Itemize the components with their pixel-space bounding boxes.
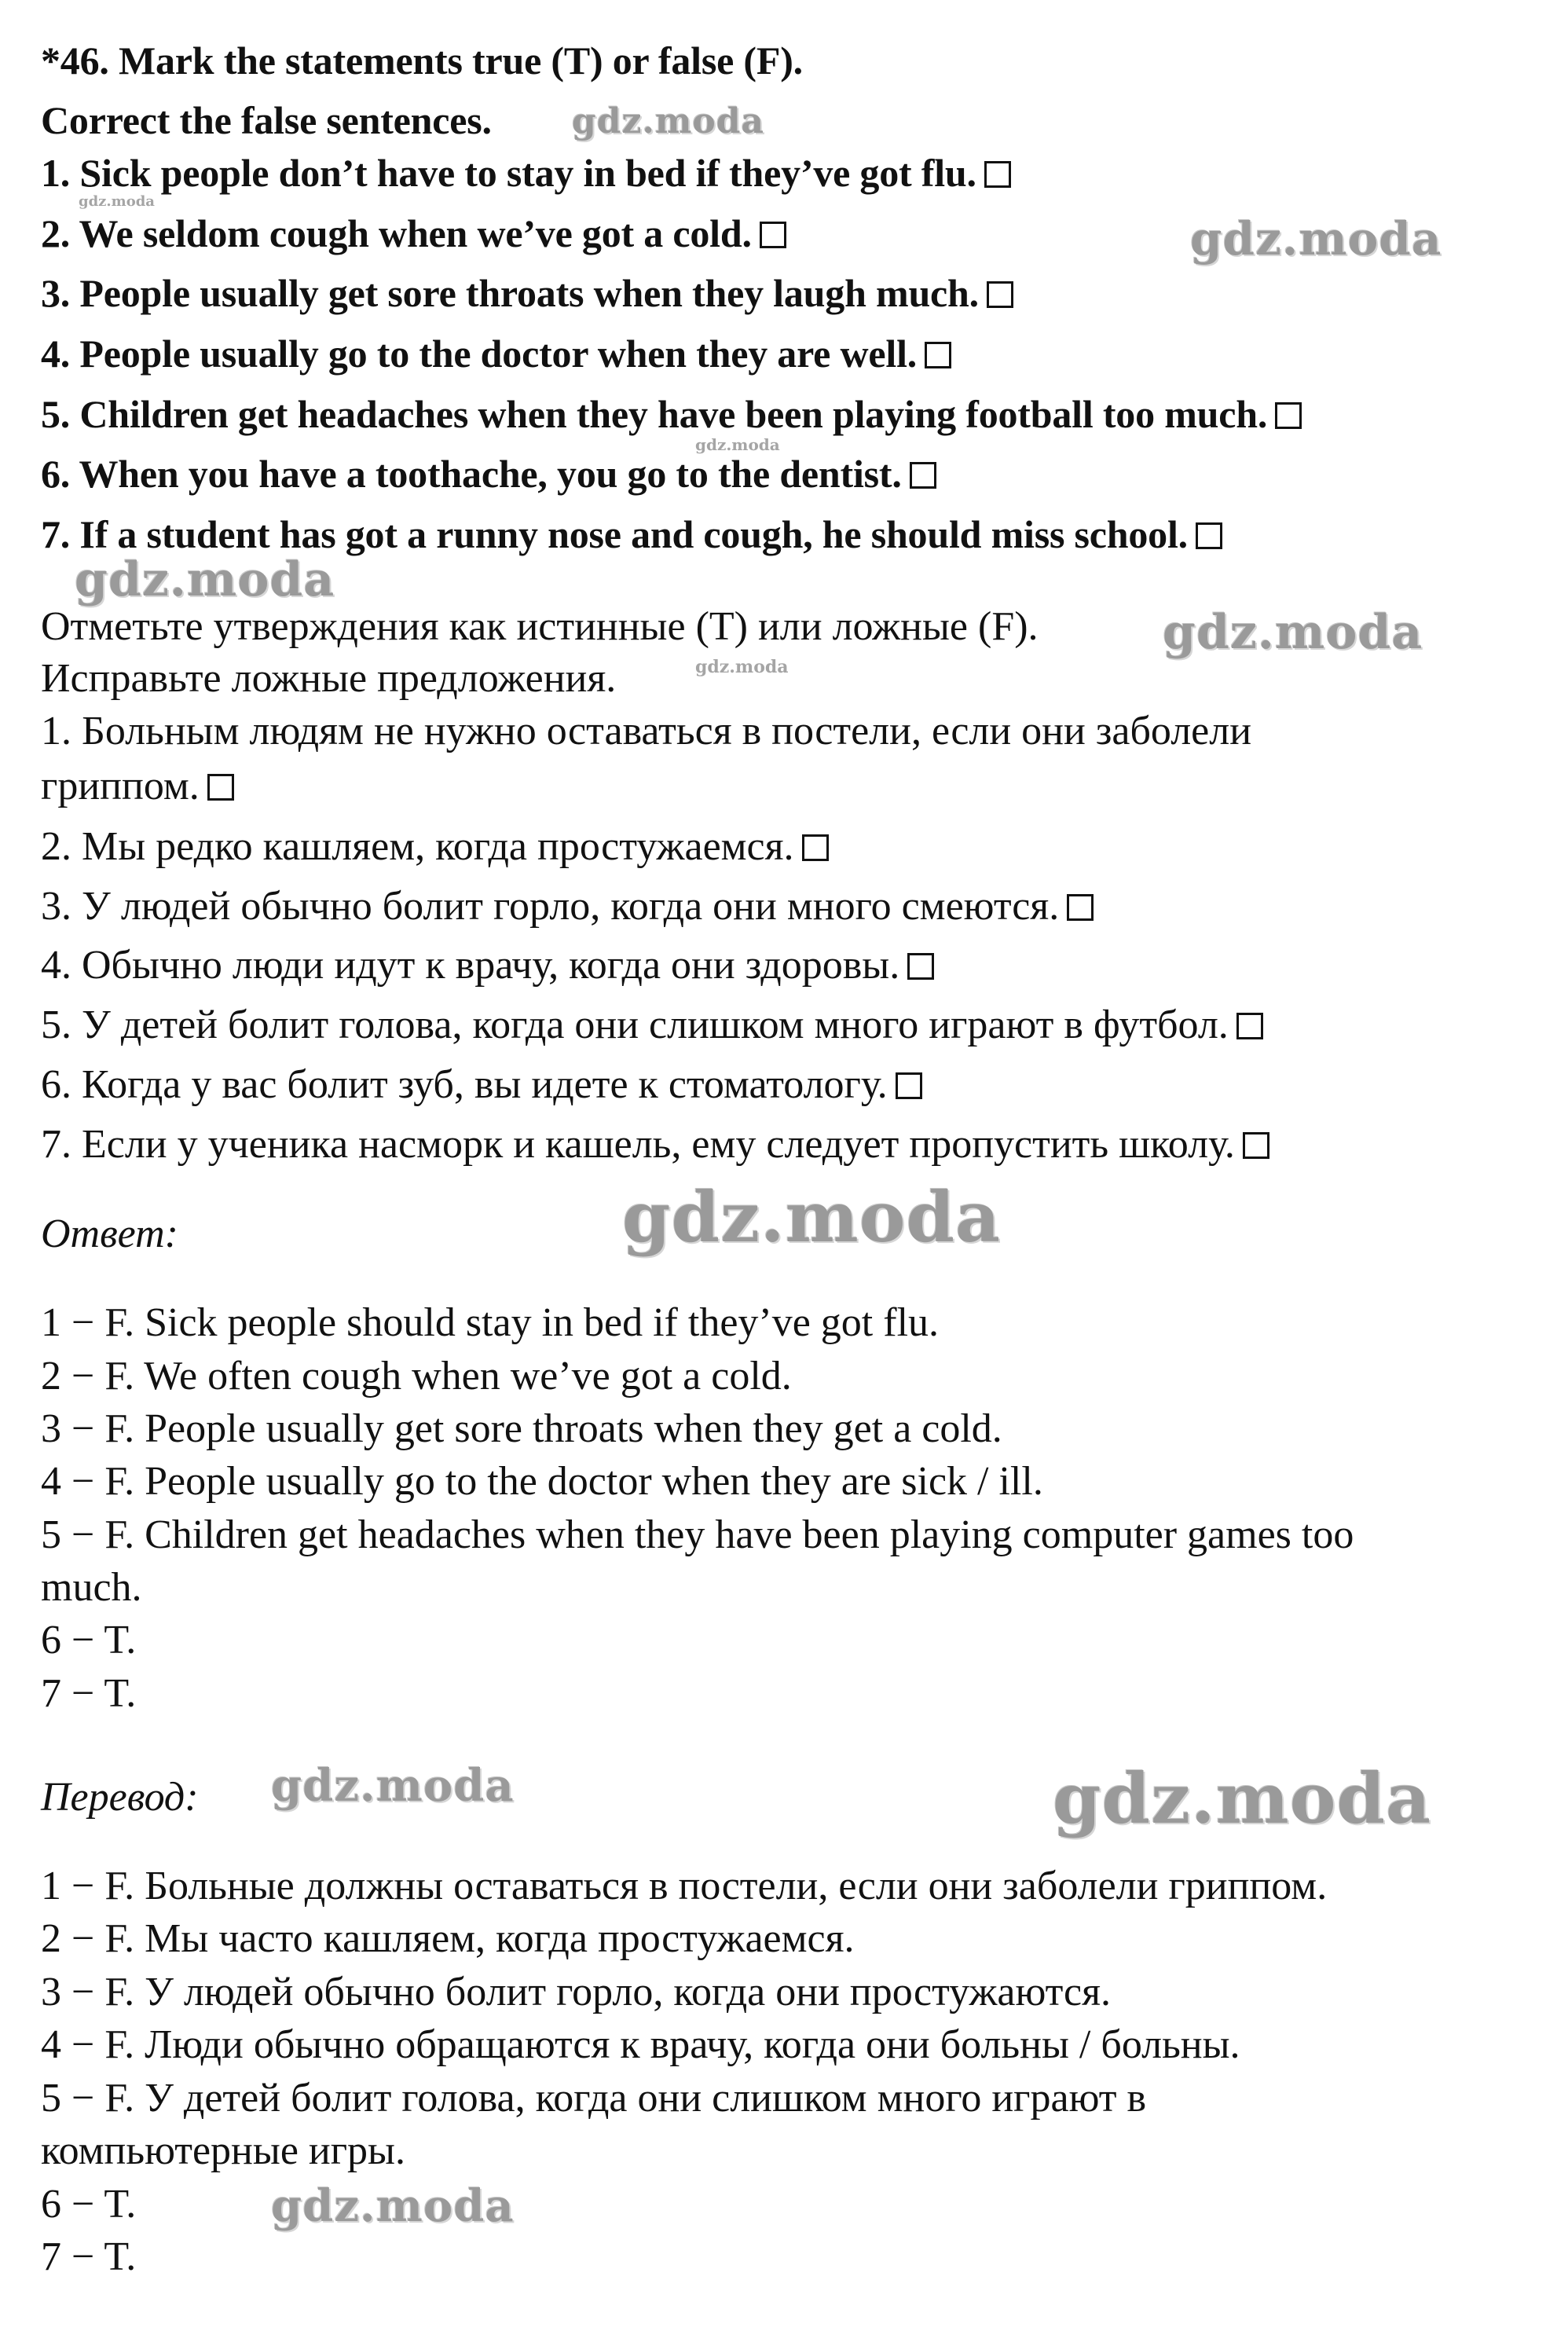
watermark: gdz.moda — [271, 1760, 515, 1812]
statement-text: гриппом. — [41, 764, 200, 808]
answer-checkbox[interactable] — [910, 462, 936, 489]
statement-text: 3. People usually get sore throats when they laugh much. — [41, 271, 979, 315]
statement-text: 7. If a student has got a runny nose and cough, he should miss school. — [41, 512, 1188, 556]
task-ru-title: Отметьте утверждения как истинные (T) или ложные (F). — [41, 604, 1039, 649]
statement-6 — [41, 452, 936, 496]
statement-text: 1. Sick people don’t have to stay in bed if they’ve got flu. — [41, 151, 976, 195]
answer-checkbox[interactable] — [207, 774, 234, 801]
statement-3 — [41, 273, 1013, 313]
answer-checkbox[interactable] — [1275, 402, 1302, 429]
translation-line-2: 2 − F. Мы часто кашляем, когда простужаемся. — [41, 1916, 855, 1961]
answer-checkbox[interactable] — [1067, 894, 1094, 921]
translation-line-6: 6 − T. — [41, 2182, 137, 2227]
answer-checkbox[interactable] — [984, 161, 1011, 188]
statement-ru-7 — [41, 1124, 1269, 1165]
statement-ru-5 — [41, 1005, 1263, 1046]
statement-ru-4 — [41, 945, 934, 986]
translation-line-5-cont: компьютерные игры. — [41, 2128, 405, 2173]
statement-ru-3 — [41, 886, 1094, 927]
watermark: gdz.moda — [695, 435, 780, 454]
watermark: gdz.moda — [695, 657, 789, 677]
watermark: gdz.moda — [79, 193, 155, 210]
answer-checkbox[interactable] — [896, 1072, 922, 1099]
answer-checkbox[interactable] — [925, 342, 951, 368]
answer-checkbox[interactable] — [802, 834, 829, 861]
statement-ru-1-cont — [41, 766, 234, 807]
watermark: gdz.moda — [1190, 212, 1442, 266]
watermark: gdz.moda — [622, 1176, 1002, 1258]
statement-text: 4. Обычно люди идут к врачу, когда они здоровы. — [41, 943, 900, 988]
answer-checkbox[interactable] — [987, 281, 1013, 308]
answer-checkbox[interactable] — [907, 953, 934, 980]
answer-line-1: 1 − F. Sick people should stay in bed if they’ve got flu. — [41, 1300, 940, 1345]
answer-line-2: 2 − F. We often cough when we’ve got a cold. — [41, 1354, 792, 1398]
statement-text: 5. Children get headaches when they have been playing football too much. — [41, 392, 1268, 436]
watermark: gdz.moda — [271, 2180, 515, 2232]
watermark: gdz.moda — [75, 552, 335, 607]
translation-line-7: 7 − T. — [41, 2234, 137, 2279]
translation-line-3: 3 − F. У людей обычно болит горло, когда они простужаются. — [41, 1970, 1112, 2014]
statement-7 — [41, 512, 1222, 556]
statement-4 — [41, 332, 951, 376]
watermark: gdz.moda — [1053, 1758, 1432, 1839]
task-subtitle: Correct the false sentences. — [41, 98, 492, 142]
answer-line-3: 3 − F. People usually get sore throats when they get a cold. — [41, 1406, 1002, 1451]
answer-label: Ответ: — [41, 1211, 178, 1256]
translation-line-4: 4 − F. Люди обычно обращаются к врачу, когда они больны / больны. — [41, 2022, 1240, 2067]
statement-1 — [41, 151, 1011, 195]
translation-line-1: 1 − F. Больные должны оставаться в постели, если они заболели гриппом. — [41, 1864, 1328, 1908]
statement-text: 4. People usually go to the doctor when they are well. — [41, 332, 918, 376]
translation-label: Перевод: — [41, 1775, 199, 1820]
watermark: gdz.moda — [572, 101, 765, 141]
statement-text: 6. When you have a toothache, you go to the dentist. — [41, 452, 902, 496]
answer-checkbox[interactable] — [1243, 1132, 1269, 1159]
statement-ru-6 — [41, 1062, 922, 1107]
statement-text: 2. We seldom cough when we’ve got a cold. — [41, 211, 752, 255]
statement-ru-2 — [41, 824, 829, 869]
answer-line-5-cont: much. — [41, 1565, 142, 1610]
task-ru-subtitle: Исправьте ложные предложения. — [41, 656, 617, 701]
watermark: gdz.moda — [1163, 605, 1423, 660]
statement-2 — [41, 211, 786, 255]
answer-checkbox[interactable] — [1196, 522, 1222, 549]
statement-ru-1: 1. Больным людям не нужно оставаться в постели, если они заболели — [41, 709, 1252, 753]
statement-text: 7. Если у ученика насморк и кашель, ему следует пропустить школу. — [41, 1122, 1235, 1167]
translation-line-5: 5 − F. У детей болит голова, когда они слишком много играют в — [41, 2076, 1147, 2121]
statement-text: 3. У людей обычно болит горло, когда они много смеются. — [41, 884, 1060, 929]
statement-5 — [41, 394, 1302, 434]
answer-checkbox[interactable] — [1236, 1013, 1263, 1039]
answer-checkbox[interactable] — [760, 222, 786, 248]
answer-line-7: 7 − T. — [41, 1671, 137, 1716]
answer-line-6: 6 − T. — [41, 1618, 137, 1662]
statement-text: 6. Когда у вас болит зуб, вы идете к стоматологу. — [41, 1062, 888, 1107]
answer-line-5: 5 − F. Children get headaches when they have been playing computer games too — [41, 1512, 1354, 1557]
statement-text: 2. Мы редко кашляем, когда простужаемся. — [41, 824, 794, 869]
answer-line-4: 4 − F. People usually go to the doctor when they are sick / ill. — [41, 1459, 1043, 1504]
task-title: *46. Mark the statements true (T) or false (F). — [41, 38, 803, 82]
statement-text: 5. У детей болит голова, когда они слишком много играют в футбол. — [41, 1003, 1229, 1047]
